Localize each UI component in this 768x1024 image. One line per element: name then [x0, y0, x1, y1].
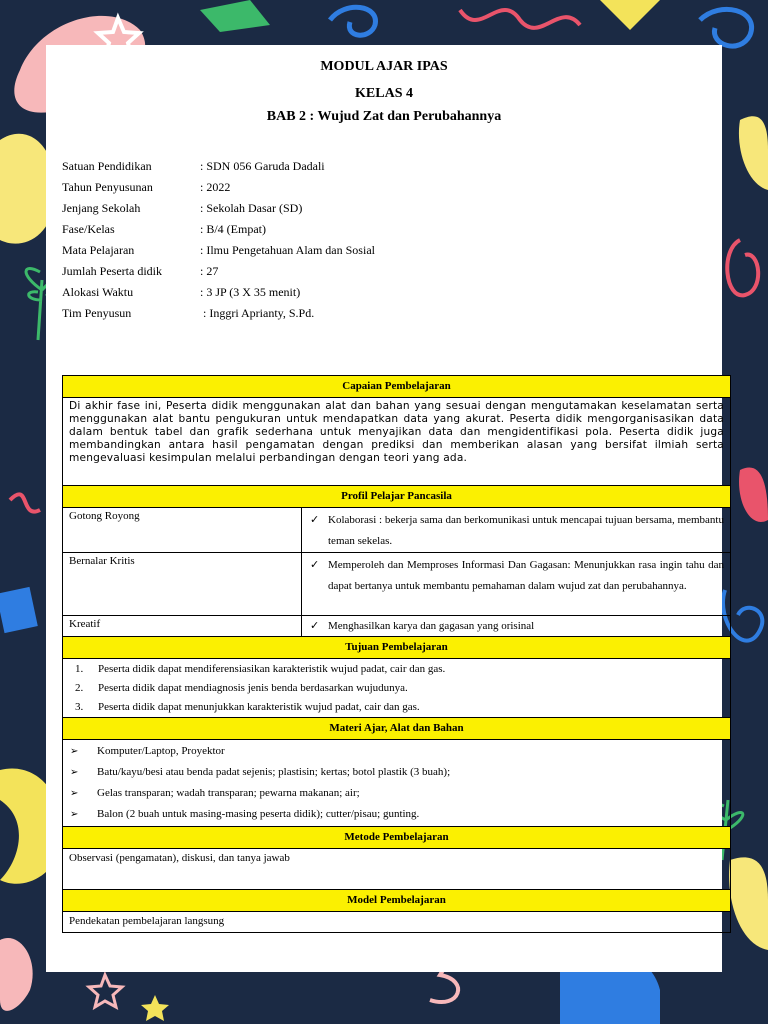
section-header-metode: Metode Pembelajaran [63, 827, 730, 849]
section-header-profil: Profil Pelajar Pancasila [63, 486, 730, 508]
list-item: ➢ Gelas transparan; wadah transparan; pewarna makanan; air; [63, 783, 730, 804]
list-item: 1. Peserta didik dapat mendiferensiasikan karakteristik wujud padat, cair dan gas. [75, 663, 446, 675]
profil-name: Gotong Royong [63, 508, 302, 552]
checkmark-icon: ✓ [310, 559, 320, 571]
list-item: ➢ Batu/kayu/besi atau benda padat sejenis; plastisin; kertas; botol plastik (3 buah); [63, 762, 730, 783]
table-row [63, 553, 730, 616]
materi-list [63, 740, 730, 827]
section-header-model: Model Pembelajaran [63, 890, 730, 912]
list-item: ➢ Balon (2 buah untuk masing-masing peserta didik); cutter/pisau; gunting. [63, 804, 730, 825]
list-item: 3. Peserta didik dapat menunjukkan karakteristik wujud padat, cair dan gas. [75, 701, 420, 713]
checkmark-icon: ✓ [310, 514, 320, 526]
doc-class: KELAS 4 [355, 86, 413, 101]
list-item: 2. Peserta didik dapat mendiagnosis jenis benda berdasarkan wujudunya. [75, 682, 408, 694]
profil-desc: ✓ Menghasilkan karya dan gagasan yang orisinal [310, 620, 535, 632]
list-item: ➢ Komputer/Laptop, Proyektor [63, 741, 730, 762]
section-header-tujuan: Tujuan Pembelajaran [63, 637, 730, 659]
doc-chapter: BAB 2 : Wujud Zat dan Perubahannya [266, 109, 502, 124]
checkmark-icon: ✓ [310, 620, 320, 632]
arrow-bullet-icon: ➢ [70, 788, 79, 799]
tujuan-list [63, 659, 730, 718]
doc-title: MODUL AJAR IPAS [320, 59, 448, 74]
table-row [63, 616, 730, 637]
metode-text: Observasi (pengamatan), diskusi, dan tanya jawab [63, 849, 730, 890]
arrow-bullet-icon: ➢ [70, 767, 79, 778]
arrow-bullet-icon: ➢ [70, 746, 79, 757]
arrow-bullet-icon: ➢ [70, 809, 79, 820]
profil-desc: ✓ Kolaborasi : bekerja sama dan berkomunikasi untuk mencapai tujuan bersama, membantu teman sekelas. [302, 508, 730, 552]
profil-name: Kreatif [63, 616, 302, 636]
section-header-capaian: Capaian Pembelajaran [63, 376, 730, 398]
section-header-materi: Materi Ajar, Alat dan Bahan [63, 718, 730, 740]
document-page: MODUL AJAR IPAS KELAS 4 BAB 2 : Wujud Zat dan Perubahannya Satuan Pendidikan : SDN 056 Garuda Dadali Tahun Penyusunan : 2022 Jenjang Sekolah : Sekolah Dasar (SD) Fase/Kelas : B/4 (Empat) Mata Pelajaran : Ilmu Pengetahuan Alam dan Sosial Jumlah Peserta didik : 27 Alokasi Waktu : 3 JP (3 X 35 menit) Tim Penyusun : Inggri Aprianty, S.Pd. [46, 45, 722, 972]
learning-table [62, 375, 731, 933]
table-row [63, 508, 730, 553]
profil-name: Bernalar Kritis [63, 553, 302, 615]
capaian-text: Di akhir fase ini, Peserta didik menggunakan alat dan bahan yang sesuai dengan mengutamakan keselamatan serta menggunakan alat bantu pengukuran untuk mendapatkan data yang akurat. Peserta didik mengorganisasikan data dalam bentuk tabel dan grafik sederhana untuk menyajikan data dan mengidentifikasi pola. Peserta didik juga membandingkan antara hasil pengamatan dengan prediksi dan memberikan alasan yang bersifat ilmiah serta mengevaluasi kesimpulan melalui perbandingan dengan teori yang ada. [63, 398, 730, 486]
profil-desc: ✓ Memperoleh dan Memproses Informasi Dan Gagasan: Menunjukkan rasa ingin tahu dan dapat bertanya untuk membantu pemahaman dalam wujud zat dan perubahannya. [302, 553, 730, 615]
model-text: Pendekatan pembelajaran langsung [63, 912, 730, 933]
